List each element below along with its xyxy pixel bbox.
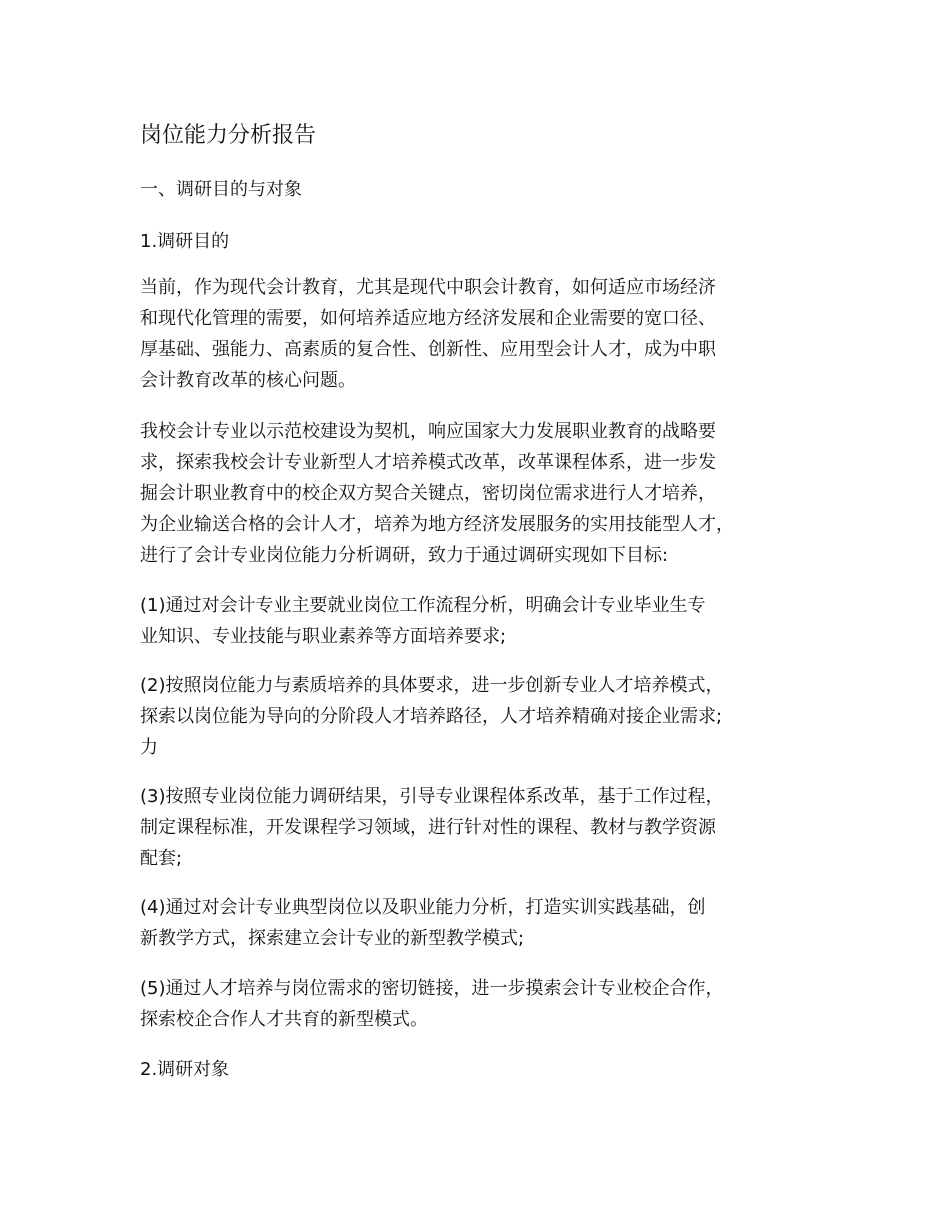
text-line: (1)通过对会计专业主要就业岗位工作流程分析，明确会计专业毕业生专 <box>140 595 706 616</box>
text-line: 配套; <box>140 848 183 869</box>
goal-item-1 <box>140 590 830 652</box>
subsection-heading-research-purpose: 1.调研目的 <box>140 231 230 252</box>
text-line: (2)按照岗位能力与素质培养的具体要求，进一步创新专业人才培养模式， <box>140 675 724 696</box>
text-line: (4)通过对会计专业典型岗位以及职业能力分析，打造实训实践基础，创 <box>140 897 706 918</box>
goal-item-2 <box>140 670 830 763</box>
text-line: 我校会计专业以示范校建设为契机，响应国家大力发展职业教育的战略要 <box>140 421 716 442</box>
subsection-heading-research-objects: 2.调研对象 <box>140 1059 230 1080</box>
text-line: 会计教育改革的核心问题。 <box>140 370 356 391</box>
text-line: 为企业输送合格的会计人才，培养为地方经济发展服务的实用技能型人才， <box>140 514 734 535</box>
text-line: (3)按照专业岗位能力调研结果，引导专业课程体系改革，基于工作过程， <box>140 786 724 807</box>
paragraph-background <box>140 272 830 396</box>
text-line: 求，探索我校会计专业新型人才培养模式改革，改革课程体系，进一步发 <box>140 452 716 473</box>
text-line: 厚基础、强能力、高素质的复合性、创新性、应用型会计人才，成为中职 <box>140 339 716 360</box>
paragraph-school-initiative <box>140 416 830 571</box>
text-line: 业知识、专业技能与职业素养等方面培养要求; <box>140 626 507 647</box>
section-heading-research-purpose-and-objects: 一、调研目的与对象 <box>140 179 302 200</box>
text-line: (5)通过人才培养与岗位需求的密切链接，进一步摸索会计专业校企合作， <box>140 978 724 999</box>
text-line: 制定课程标准，开发课程学习领域，进行针对性的课程、教材与教学资源 <box>140 817 716 838</box>
document-title: 岗位能力分析报告 <box>140 123 317 148</box>
text-line: 进行了会计专业岗位能力分析调研，致力于通过调研实现如下目标: <box>140 545 669 566</box>
text-line: 力 <box>140 737 158 758</box>
goal-item-4 <box>140 892 830 954</box>
text-line: 探索校企合作人才共育的新型模式。 <box>140 1009 428 1030</box>
goal-item-3 <box>140 781 830 874</box>
text-line: 掘会计职业教育中的校企双方契合关键点，密切岗位需求进行人才培养， <box>140 483 716 504</box>
text-line: 探索以岗位能为导向的分阶段人才培养路径，人才培养精确对接企业需求; <box>140 706 723 727</box>
text-line: 和现代化管理的需要，如何培养适应地方经济发展和企业需要的宽口径、 <box>140 308 716 329</box>
text-line: 当前，作为现代会计教育，尤其是现代中职会计教育，如何适应市场经济 <box>140 277 716 298</box>
goal-item-5 <box>140 973 830 1035</box>
text-line: 新教学方式，探索建立会计专业的新型教学模式; <box>140 928 525 949</box>
